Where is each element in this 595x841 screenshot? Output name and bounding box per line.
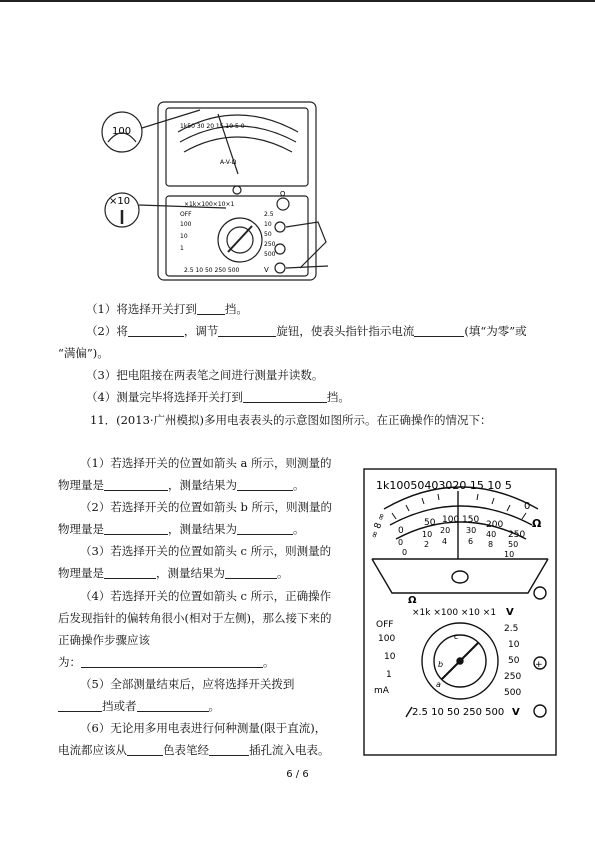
q11-p3-a: （3）若选择开关的位置如箭头 c 所示，则测量的: [80, 544, 332, 558]
blank[interactable]: [218, 325, 276, 337]
fig2-left-marks: ∞ 8 ∞: [369, 511, 388, 541]
blank[interactable]: [81, 656, 263, 668]
q11-p1-a: （1）若选择开关的位置如箭头 a 所示，则测量的: [80, 456, 332, 470]
fig1-scale-reading: 100: [112, 126, 132, 137]
fig2-low-0: 0: [398, 538, 404, 547]
fig2-low2-10: 10: [504, 550, 515, 559]
fig1-range-250: 250: [264, 241, 276, 248]
fig2-mid-150: 150: [462, 515, 480, 525]
blank[interactable]: [137, 700, 209, 712]
blank[interactable]: [58, 700, 102, 712]
page-top-border: [0, 0, 595, 2]
q11-title: 11．(2013·广州模拟)多用电表表头的示意图如图所示。在正确操作的情况下：: [90, 413, 492, 427]
fig2-plus-symbol: +: [535, 660, 543, 670]
fig2-mid-250: 250: [508, 530, 526, 540]
fig2-range-10v: 10: [508, 640, 520, 650]
fig2-omega-unit: Ω: [532, 517, 542, 530]
fig2-scale-top: 1k10050403020 15 10 5: [376, 479, 512, 492]
fig2-range-10: 10: [384, 652, 396, 662]
blank[interactable]: [128, 325, 184, 337]
fig2-range-50: 50: [508, 656, 520, 666]
q11-p2-a: （2）若选择开关的位置如箭头 b 所示，则测量的: [80, 500, 332, 514]
fig2-range-500: 500: [504, 688, 522, 698]
fig2-scale-zero: 0: [524, 501, 531, 512]
blank[interactable]: [243, 391, 327, 403]
fig1-range-off: OFF: [180, 211, 192, 218]
fig2-mult-label: ×1k ×100 ×10 ×1: [412, 608, 497, 618]
fig2-mid-200: 200: [486, 520, 504, 530]
multimeter-figure-1: [100, 92, 360, 292]
fig2-dc-bottom: 2.5 10 50 250 500: [412, 707, 505, 718]
fig1-v-unit: V: [264, 266, 269, 274]
fig1-mode-text: A-V-Ω: [220, 159, 237, 166]
fig1-range-10: 10: [180, 233, 188, 240]
q11-p3-b: 物理量是 ，测量结果为 。: [58, 566, 289, 580]
fig2-low2-4: 4: [442, 537, 448, 546]
fig2-range-1: 1: [386, 670, 392, 680]
fig1-range-1: 1: [180, 245, 184, 252]
q11-p5-a: （5）全部测量结束后，应将选择开关拨到: [80, 677, 295, 691]
fig1-range-50: 50: [264, 231, 272, 238]
fig1-knob-reading: ×10: [109, 196, 131, 207]
fig2-mid-50: 50: [424, 518, 436, 528]
fig2-low2-0: 0: [402, 548, 408, 557]
fig2-low2-8: 8: [488, 540, 494, 549]
blank[interactable]: [209, 744, 249, 756]
fig2-arrow-c: c: [454, 632, 459, 641]
blank[interactable]: [414, 325, 464, 337]
fig2-ma-label: mA: [374, 686, 389, 696]
q10-line-2: （2）将 ，调节 旋钮，使表头指针指示电流 (填“为零”或: [86, 324, 527, 338]
q11-p6-a: （6）无论用多用电表进行何种测量(限于直流)，: [80, 721, 327, 735]
blank[interactable]: [237, 479, 293, 491]
fig2-low2-2: 2: [424, 540, 430, 549]
fig1-range-500: 500: [264, 251, 276, 258]
fig2-low-20: 20: [440, 526, 451, 535]
fig2-arrow-b: b: [438, 660, 444, 669]
blank[interactable]: [104, 567, 156, 579]
fig2-low-10: 10: [422, 530, 433, 539]
fig2-arrow-a: a: [436, 680, 441, 689]
blank[interactable]: [104, 523, 168, 535]
fig2-range-100: 100: [378, 634, 396, 644]
fig1-scale-numbers: 1k50 30 20 15 10 5 0: [180, 123, 245, 130]
q10-line-2b: “满偏”)。: [58, 346, 109, 360]
blank[interactable]: [197, 303, 225, 315]
q11-p4-a: （4）若选择开关的位置如箭头 c 所示，正确操作: [80, 589, 332, 603]
blank[interactable]: [104, 479, 168, 491]
fig2-low2-6: 6: [468, 537, 474, 546]
fig2-low-40: 40: [486, 530, 497, 539]
q11-p5-b: 挡或者 。: [58, 699, 220, 713]
q11-p6-b: 电流都应该从 色表笔经 插孔流入电表。: [58, 743, 330, 757]
q10-line-4: （4）测量完毕将选择开关打到 挡。: [86, 390, 350, 404]
q10-line-1: （1）将选择开关打到 挡。: [86, 302, 248, 316]
fig1-ohm-mult: ×1k×100×10×1: [184, 201, 235, 208]
page-number: 6 / 6: [286, 769, 309, 780]
fig1-omega-unit: Ω: [280, 190, 286, 198]
q11-p2-b: 物理量是 ，测量结果为 。: [58, 522, 305, 536]
multimeter-diagram-figure-2: [362, 467, 558, 757]
fig1-dc-ranges: 2.5 10 50 250 500: [184, 267, 240, 274]
fig2-range-off: OFF: [376, 620, 394, 630]
fig2-low-50: 50: [508, 540, 519, 549]
fig2-mid-0: 0: [398, 526, 404, 536]
fig2-range-2-5: 2.5: [504, 624, 519, 634]
q11-p4-b: 后发现指针的偏转角很小(相对于左侧)，那么接下来的: [58, 611, 332, 625]
q11-p4-d: 为： 。: [58, 655, 275, 669]
q11-p4-c: 正确操作步骤应该: [58, 633, 150, 647]
fig2-low-30: 30: [466, 526, 477, 535]
q10-line-3: （3）把电阻接在两表笔之间进行测量并读数。: [86, 368, 324, 382]
fig2-v-top: V: [506, 607, 514, 618]
fig2-range-250: 250: [504, 672, 522, 682]
fig1-range-100: 100: [180, 221, 192, 228]
fig1-range-2-5: 2.5: [264, 211, 274, 218]
q11-p1-b: 物理量是 ，测量结果为 。: [58, 478, 305, 492]
blank[interactable]: [127, 744, 163, 756]
blank[interactable]: [237, 523, 293, 535]
fig2-mid-100: 100: [442, 515, 460, 525]
fig2-ohm-label: Ω: [408, 595, 417, 606]
blank[interactable]: [225, 567, 277, 579]
fig2-v-bottom: V: [512, 707, 520, 718]
fig1-range-10v: 10: [264, 221, 272, 228]
